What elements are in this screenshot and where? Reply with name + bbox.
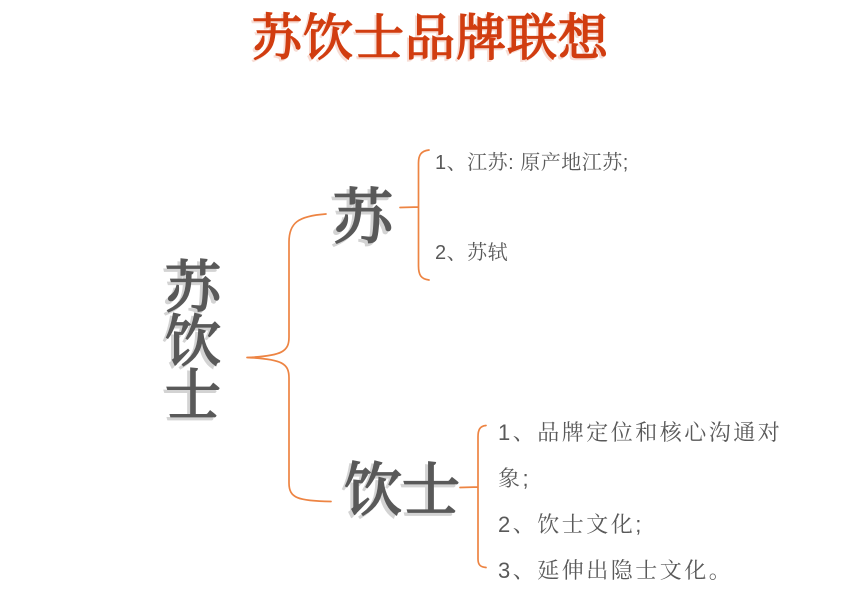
branch-yinshi-bracket-connector — [460, 426, 486, 568]
branch-su-label: 苏 — [333, 184, 393, 251]
page-title: 苏饮士品牌联想 — [252, 10, 609, 66]
branch-yinshi-note-1-line-1: 1、品牌定位和核心沟通对 — [498, 420, 783, 445]
branch-su-bracket-connector — [400, 150, 429, 280]
branch-yinshi-note-3: 3、延伸出隐士文化。 — [498, 558, 734, 583]
branch-yinshi-note-2: 2、饮士文化; — [498, 512, 644, 537]
root-brace-connector — [247, 214, 331, 502]
branch-su-note-2: 2、苏轼 — [435, 242, 509, 264]
branch-su-note-1: 1、江苏: 原产地江苏; — [435, 152, 629, 174]
root-node-label: 苏饮士 — [165, 256, 221, 427]
branch-yinshi-label: 饮士 — [344, 458, 461, 523]
branch-yinshi-note-1-line-2: 象; — [498, 466, 532, 491]
